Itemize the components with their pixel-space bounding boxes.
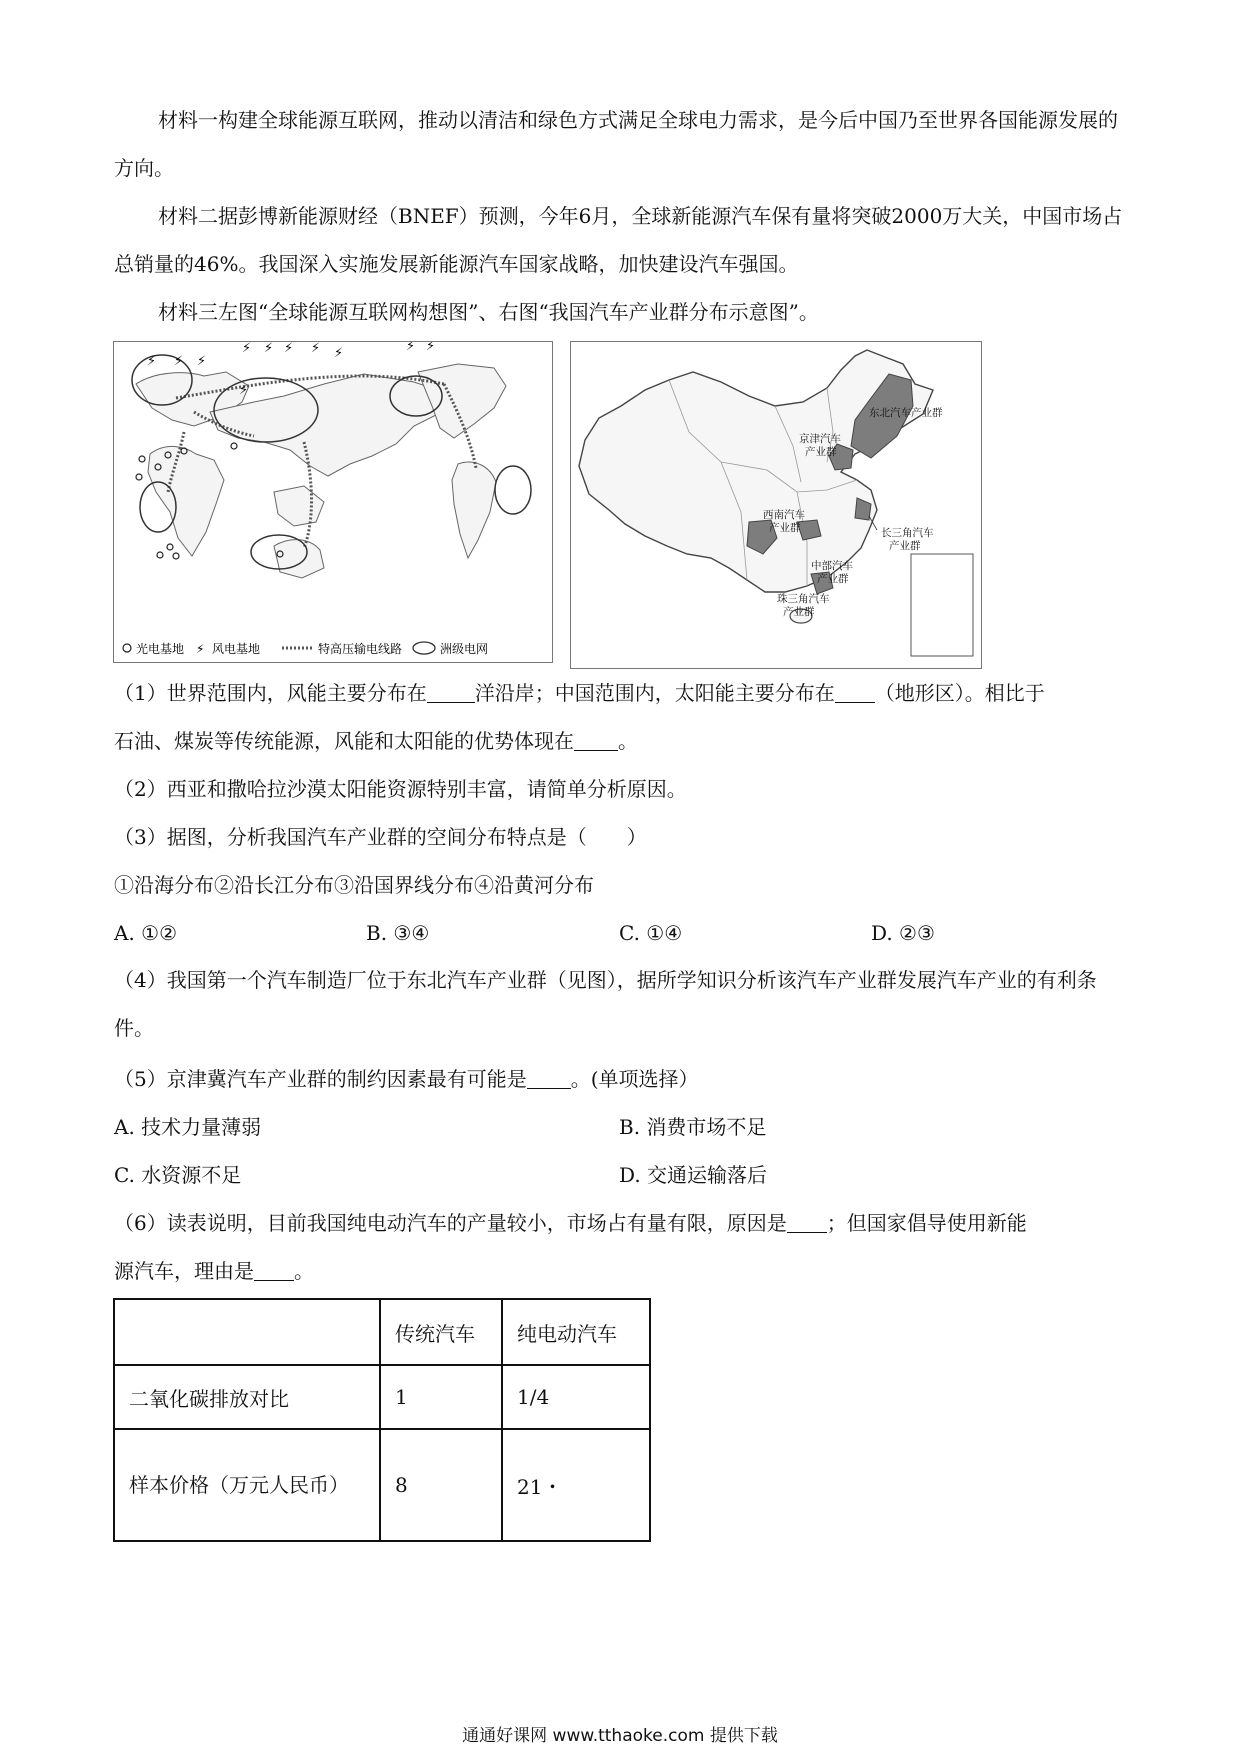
wind-base-icon: ⚡ — [264, 342, 274, 356]
question-4: （4）我国第一个汽车制造厂位于东北汽车产业群（见图），据所学知识分析该汽车产业群发展汽车产业的有利条件。 — [114, 968, 1097, 1040]
table-cell: 二氧化碳排放对比 — [114, 1365, 380, 1429]
label-southwest-2: 产业群 — [769, 522, 801, 534]
question-3-items: ①沿海分布②沿长江分布③沿国界线分布④沿黄河分布 — [114, 873, 594, 897]
wind-base-icon: ⚡ — [174, 354, 184, 369]
table-header-row — [114, 1299, 650, 1365]
q6-blank-reason — [787, 1232, 827, 1233]
table-cell: 1/4 — [502, 1365, 650, 1429]
label-jingjin-2: 产业群 — [805, 446, 837, 458]
q5-option-a: A. 技术力量薄弱 — [114, 1115, 262, 1139]
question-1-line-2: 石油、煤炭等传统能源，风能和太阳能的优势体现在 。 — [114, 729, 638, 753]
question-6-line-1: （6）读表说明，目前我国纯电动汽车的产量较小，市场占有量有限，原因是 ；但国家倡导使用新能 — [114, 1211, 1027, 1235]
q1-blank-ocean — [427, 702, 475, 703]
wind-legend-icon: ⚡ — [196, 642, 205, 656]
table-cell: 8 — [380, 1429, 502, 1541]
q5-blank — [527, 1088, 571, 1089]
wind-base-icon: ⚡ — [197, 354, 207, 369]
world-map-legend — [123, 641, 488, 656]
page-footer: 通通好课网 www.tthaoke.com 提供下载 — [462, 1726, 778, 1746]
table-cell: 1 — [380, 1365, 502, 1429]
legend-grid: 洲级电网 — [440, 642, 489, 656]
question-1-line-1: （1）世界范围内，风能主要分布在 洋沿岸；中国范围内，太阳能主要分布在 （地形区）。相比于 — [114, 681, 1045, 705]
wind-base-icon: ⚡ — [239, 383, 249, 398]
legend-solar: 光电基地 — [136, 642, 185, 656]
grid-south-america — [495, 466, 531, 514]
label-yangtze-1: 长三角汽车 — [881, 527, 934, 539]
africa-shape — [148, 446, 224, 556]
solar-base-icon — [136, 474, 142, 480]
q1-blank-region — [835, 702, 875, 703]
question-2: （2）西亚和撒哈拉沙漠太阳能资源特别丰富，请简单分析原因。 — [114, 777, 687, 801]
grid-legend-icon — [413, 642, 435, 654]
label-northeast: 东北汽车产业群 — [869, 407, 943, 419]
material-2: 材料二据彭博新能源财经（BNEF）预测，今年6月，全球新能源汽车保有量将突破2000万大关，中国市场占总销量的46%。我国深入实施发展新能源汽车国家战略，加快建设汽车强国。 — [114, 204, 1123, 276]
wind-base-icon: ⚡ — [334, 346, 344, 361]
wind-base-icon: ⚡ — [242, 342, 252, 356]
table-row — [114, 1429, 650, 1541]
north-america-shape — [418, 364, 506, 438]
table-cell: 样本价格（万元人民币） — [114, 1429, 380, 1541]
south-america-shape — [452, 462, 496, 558]
wind-base-icon: ⚡ — [426, 342, 436, 354]
label-yangtze-2: 产业群 — [889, 540, 921, 552]
q5-option-d: D. 交通运输落后 — [619, 1163, 768, 1187]
wind-base-icon: ⚡ — [147, 354, 157, 369]
q5-option-c: C. 水资源不足 — [114, 1163, 242, 1187]
legend-wind: 风电基地 — [212, 642, 261, 656]
world-energy-map — [113, 341, 553, 663]
material-3: 材料三左图“全球能源互联网构想图”、右图“我国汽车产业群分布示意图”。 — [158, 300, 819, 324]
china-auto-cluster-map — [570, 341, 982, 669]
question-3-stem: （3）据图，分析我国汽车产业群的空间分布特点是（ ） — [114, 825, 647, 849]
solar-base-icon — [231, 443, 237, 449]
wind-base-icon: ⚡ — [311, 342, 321, 356]
solar-base-icon — [173, 553, 179, 559]
comparison-table — [113, 1298, 651, 1542]
table-header-cell — [114, 1299, 380, 1365]
label-southwest-1: 西南汽车 — [763, 509, 805, 521]
q6-blank-why — [254, 1280, 294, 1281]
table-row — [114, 1365, 650, 1429]
australia-shape — [274, 540, 324, 578]
q1-blank-advantage — [574, 750, 618, 751]
q3-option-b: B. ③④ — [366, 921, 430, 945]
solar-base-icon — [167, 544, 173, 550]
china-map-figure — [571, 342, 981, 668]
q3-option-a: A. ①② — [114, 921, 178, 945]
label-central-1: 中部汽车 — [811, 560, 853, 572]
material-1: 材料一构建全球能源互联网，推动以清洁和绿色方式满足全球电力需求，是今后中国乃至世界各国能源发展的方向。 — [114, 108, 1118, 180]
question-5-stem: （5）京津冀汽车产业群的制约因素最有可能是 。(单项选择） — [114, 1067, 699, 1091]
solar-base-icon — [157, 552, 163, 558]
label-pearl-2: 产业群 — [783, 606, 815, 618]
south-china-sea-inset — [911, 554, 973, 656]
table-header-cell: 纯电动汽车 — [502, 1299, 650, 1365]
wind-base-icon: ⚡ — [406, 342, 416, 354]
table-header-cell: 传统汽车 — [380, 1299, 502, 1365]
label-jingjin-1: 京津汽车 — [799, 433, 841, 445]
table-cell: 21・ — [502, 1429, 650, 1541]
q3-option-c: C. ①④ — [619, 921, 683, 945]
southeast-asia-shape — [274, 486, 324, 526]
q3-option-d: D. ②③ — [871, 921, 935, 945]
world-map-figure — [114, 342, 552, 662]
wind-base-icon: ⚡ — [284, 342, 294, 356]
label-central-2: 产业群 — [817, 573, 849, 585]
label-pearl-1: 珠三角汽车 — [777, 593, 830, 605]
q5-option-b: B. 消费市场不足 — [619, 1115, 767, 1139]
legend-uhv: 特高压输电线路 — [318, 642, 403, 656]
solar-legend-icon — [123, 644, 131, 652]
question-6-line-2: 源汽车，理由是 。 — [114, 1259, 314, 1283]
solar-base-icon — [139, 456, 145, 462]
